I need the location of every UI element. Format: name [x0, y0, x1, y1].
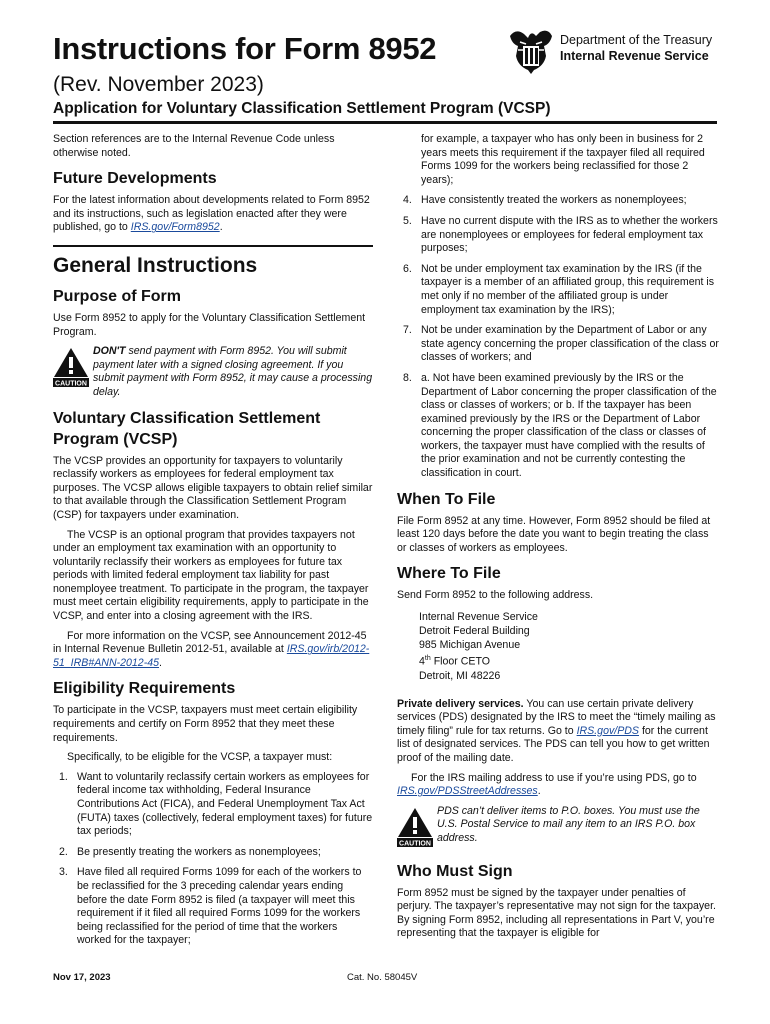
eligibility-heading: Eligibility Requirements — [53, 680, 236, 698]
address-line: Internal Revenue Service — [419, 611, 538, 624]
eligibility-list-left — [53, 771, 373, 948]
when-to-file-text: File Form 8952 at any time. However, Form 8952 should be filed at least 120 days before the date you want to begin treating the class or classes of workers as employees. — [397, 514, 711, 554]
pds-link[interactable]: IRS.gov/PDS — [576, 724, 639, 737]
irb-link[interactable]: IRS.gov/irb/2012-51_IRB#ANN-2012-45 — [53, 643, 370, 669]
eligibility-list-right — [397, 133, 719, 481]
when-to-file-heading: When To File — [397, 490, 496, 508]
header-rule — [53, 121, 717, 124]
address-line: 4th Floor CETO — [419, 655, 491, 668]
list-item: 5. Have no current dispute with the IRS as to whether the workers are nonemployees or employees for federal employment tax purposes; — [403, 214, 718, 255]
caution-note-pds — [397, 805, 719, 853]
list-item: 6. Not be under employment tax examination by the IRS (if the taxpayer is a member of an affiliated group, this requirement is met only if no member of the affiliated group is under employment tax examination by the IRS); — [403, 262, 715, 316]
form8952-link[interactable]: IRS.gov/Form8952 — [130, 221, 220, 234]
list-item: 1. Want to voluntarily reclassify certain workers as employees for federal income tax withholding, Federal Insurance Contributions Act (FICA), and Federal Unemployment Tax Act (FUTA) taxes (collectively, federal employment taxes) for future tax periods; — [59, 770, 373, 838]
caution-text: DON'T send payment with Form 8952. You will submit payment later with a signed closing agreement. If you submit payment with Form 8952, it may cause a processing delay. — [93, 345, 373, 398]
future-developments-heading: Future Developments — [53, 170, 217, 188]
caution-icon-label: CAUTION — [399, 840, 431, 847]
future-developments-text: For the latest information about developments related to Form 8952 and its instructions, such as legislation enacted after they were published, go to IRS.gov/Form8952. — [53, 194, 370, 234]
where-to-file-text: Send Form 8952 to the following address. — [397, 589, 594, 602]
purpose-text: Use Form 8952 to apply for the Voluntary Classification Settlement Program. — [53, 311, 366, 338]
list-item: 2. Be presently treating the workers as nonemployees; — [59, 845, 321, 858]
who-must-sign-heading: Who Must Sign — [397, 862, 513, 880]
list-item: 4. Have consistently treated the workers as nonemployees; — [403, 194, 687, 207]
footer-date: Nov 17, 2023 — [53, 972, 111, 983]
vcsp-heading: Voluntary Classification Settlement Program (VCSP) — [53, 409, 321, 448]
caution-text-pds: PDS can’t deliver items to P.O. boxes. You must use the U.S. Postal Service to mail any item to an IRS P.O. box address. — [437, 804, 700, 844]
who-must-sign-text: Form 8952 must be signed by the taxpayer under penalties of perjury. The taxpayer’s representative may not sign for the taxpayer. By signing Form 8952, including all representations in Part V, you’re representing that the taxpayer is eligible for — [397, 886, 716, 940]
list-item: 3. Have filed all required Forms 1099 for each of the workers to be reclassified for the 3 preceding calendar years ending before the date Form 8952 is filed (a taxpayer will meet this requirement if it filed all required Forms 1099 for the workers being reclassified for the period of time that the workers worked for the taxpayer; — [59, 866, 362, 947]
where-to-file-heading: Where To File — [397, 565, 501, 583]
agency-department: Department of the Treasury — [560, 33, 713, 47]
revision-date: (Rev. November 2023) — [53, 73, 264, 96]
address-line: Detroit Federal Building — [419, 624, 530, 637]
pds-paragraph-2: For the IRS mailing address to use if you’re using PDS, go to IRS.gov/PDSStreetAddresses. — [397, 771, 697, 798]
page-title: Instructions for Form 8952 — [53, 31, 437, 66]
pds-street-addresses-link[interactable]: IRS.gov/PDSStreetAddresses — [397, 785, 538, 798]
form-subtitle: Application for Voluntary Classification Settlement Program (VCSP) — [53, 100, 551, 117]
caution-icon-label: CAUTION — [55, 380, 87, 388]
list-item-continued: for example, a taxpayer who has only been in business for 2 years meets this requirement if the taxpayer filed all required Forms 1099 for the workers being reclassified for those 2 years); — [421, 133, 705, 186]
irs-eagle-logo-icon — [506, 26, 556, 76]
purpose-heading: Purpose of Form — [53, 287, 182, 305]
eligibility-paragraph-1: To participate in the VCSP, taxpayers must meet certain eligibility requirements and certify on Form 8952 that they meet these requirements. — [53, 704, 358, 744]
address-line: Detroit, MI 48226 — [419, 669, 501, 682]
caution-icon — [53, 347, 89, 387]
right-column — [397, 133, 719, 947]
agency-block — [560, 32, 712, 64]
agency-irs: Internal Revenue Service — [560, 49, 709, 63]
general-instructions-heading: General Instructions — [53, 245, 373, 278]
pds-paragraph-1: Private delivery services. You can use certain private delivery services (PDS) designated by the IRS to meet the “timely mailing as timely filing” rule for tax returns. Go to IRS.gov/PDS for the current list of designated services. The PDS can tell you how to get written proof of the mailing date. — [397, 697, 716, 764]
mailing-address — [397, 611, 719, 684]
address-line: 985 Michigan Avenue — [419, 638, 521, 651]
vcsp-paragraph-2: The VCSP is an optional program that provides taxpayers not under an employment tax examination with an opportunity to voluntarily reclassify their workers as employees for future tax periods with limited federal employment tax liability for past nonemployee treatment. To participate in the program, the taxpayer must meet certain eligibility requirements, apply to participate in the VCSP, and enter into a closing agreement with the IRS. — [53, 528, 369, 623]
left-column — [53, 133, 373, 955]
caution-icon — [397, 807, 433, 847]
caution-note — [53, 345, 373, 399]
intro-text: Section references are to the Internal Revenue Code unless otherwise noted. — [53, 133, 335, 159]
list-item: 7. Not be under examination by the Department of Labor or any state agency concerning the proper classification of the class or classes of workers; and — [403, 324, 719, 364]
list-item: 8. a. Not have been examined previously by the IRS or the Department of Labor concerning the proper classification of the class or classes of workers; or b. If the taxpayer has been examined previously by the IRS or the Department of Labor concerning the proper classification of the class or classes of workers, the taxpayer must have complied with the results of the prior examination and not be currently contesting the classification in court. — [403, 371, 717, 480]
vcsp-paragraph-1: The VCSP provides an opportunity for taxpayers to voluntarily reclassify workers as employees for federal employment tax purposes. The VCSP allows eligible taxpayers to obtain relief similar to that available through the Classification Settlement Program (CSP) for taxpayers under examination. — [53, 454, 373, 521]
vcsp-paragraph-3: For more information on the VCSP, see Announcement 2012-45 in Internal Revenue Bulletin 2012-51, available at IRS.gov/irb/2012-51_IRB#ANN-2012-45. — [53, 629, 370, 669]
footer-catalog-number: Cat. No. 58045V — [347, 972, 418, 983]
eligibility-paragraph-2: Specifically, to be eligible for the VCSP, a taxpayer must: — [67, 751, 333, 764]
